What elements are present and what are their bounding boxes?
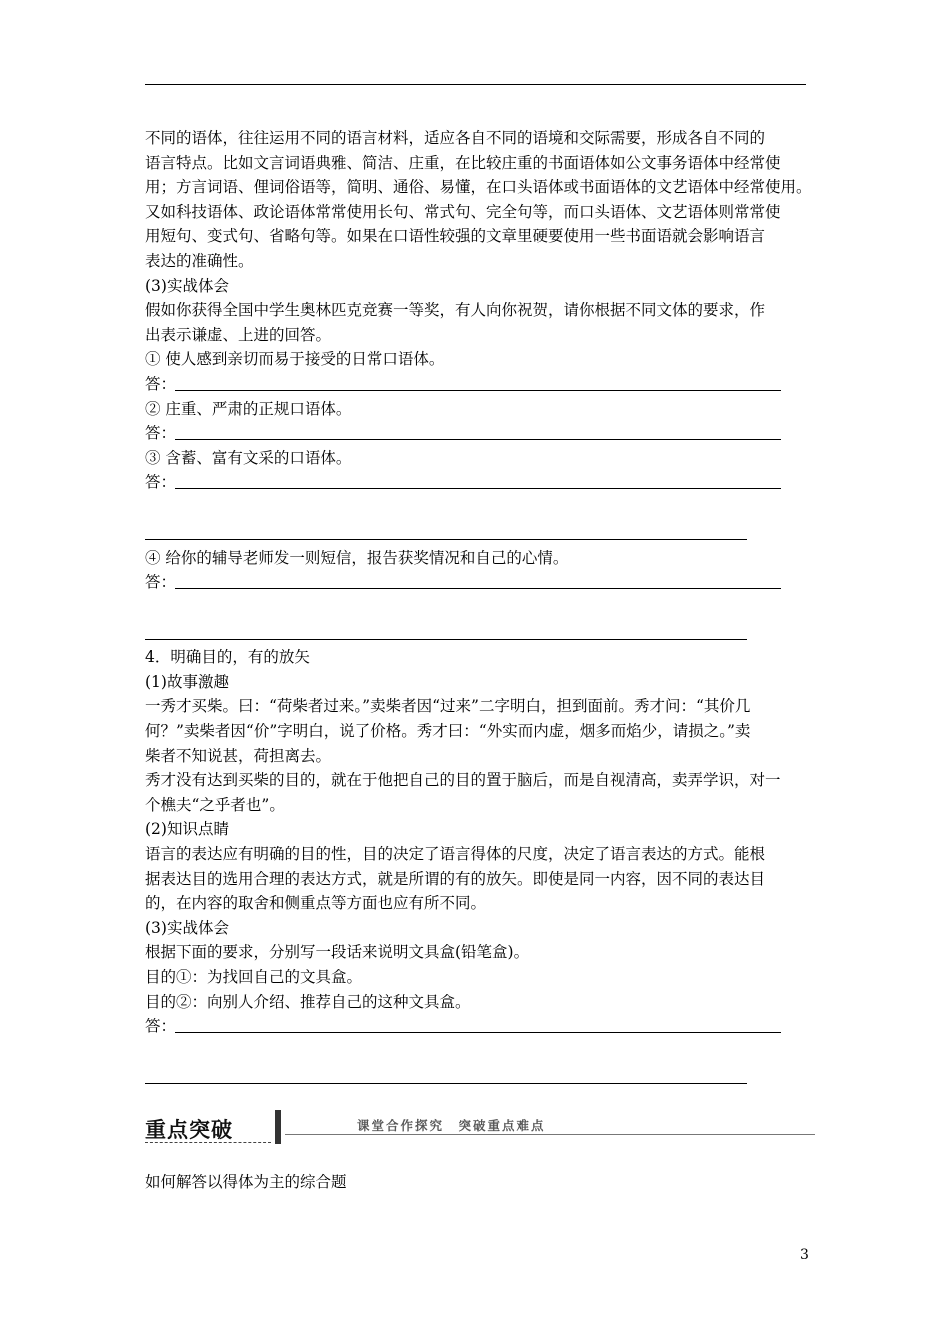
subsection-heading: (1)故事激趣 <box>145 672 229 691</box>
question-3: ③ 含蓄、富有文采的口语体。 <box>145 448 352 467</box>
header-rule <box>145 84 806 85</box>
text-line: 的，在内容的取舍和侧重点等方面也应有所不同。 <box>145 894 487 913</box>
text-line: 出表示谦虚、上进的回答。 <box>145 325 332 344</box>
answer-line-2[interactable] <box>145 421 810 446</box>
answer-continuation-5[interactable] <box>145 1065 810 1090</box>
section-title: 如何解答以得体为主的综合题 <box>145 1173 347 1191</box>
answer-label: 答： <box>145 374 177 393</box>
answer-label: 答： <box>145 424 177 443</box>
text-line: 个樵夫“之乎者也”。 <box>145 795 285 814</box>
answer-line-5[interactable] <box>145 1014 810 1039</box>
text-line: 一秀才买柴。曰：“荷柴者过来。”卖柴者因“过来”二字明白，担到面前。秀才问：“其价几 <box>145 697 751 716</box>
text-line: 语言特点。比如文言词语典雅、简洁、庄重，在比较庄重的书面语体如公文事务语体中经常使 <box>145 153 781 172</box>
question-4: ④ 给你的辅导老师发一则短信，报告获奖情况和自己的心情。 <box>145 548 569 567</box>
text-line: 根据下面的要求，分别写一段话来说明文具盒(铅笔盒)。 <box>145 943 530 962</box>
text-line: 又如科技语体、政论语体常常使用长句、常式句、完全句等，而口头语体、文艺语体则常常使 <box>145 202 781 221</box>
answer-line-1[interactable] <box>145 372 810 397</box>
banner-subtitle: 课堂合作探究 突破重点难点 <box>357 1118 546 1133</box>
text-line: 假如你获得全国中学生奥林匹克竞赛一等奖，有人向你祝贺，请你根据不同文体的要求，作 <box>145 301 766 320</box>
answer-line-4[interactable] <box>145 570 810 595</box>
text-line: 用短句、变式句、省略句等。如果在口语性较强的文章里硬要使用一些书面语就会影响语言 <box>145 227 766 246</box>
text-line: 据表达目的选用合理的表达方式，就是所谓的有的放矢。即使是同一内容，因不同的表达目 <box>145 869 766 888</box>
text-line: 秀才没有达到买柴的目的，就在于他把自己的目的置于脑后，而是自视清高，卖弄学识，对一 <box>145 771 781 790</box>
text-line: 语言的表达应有明确的目的性，目的决定了语言得体的尺度，决定了语言表达的方式。能根 <box>145 845 766 864</box>
document-body <box>145 126 810 1089</box>
answer-label: 答： <box>145 1017 177 1036</box>
answer-continuation-4[interactable] <box>145 621 810 646</box>
page-number: 3 <box>800 1247 809 1263</box>
section-heading: 4．明确目的，有的放矢 <box>145 648 310 667</box>
text-line: 目的②：向别人介绍、推荐自己的这种文具盒。 <box>145 992 471 1011</box>
subsection-heading: (3)实战体会 <box>145 918 229 937</box>
answer-label: 答： <box>145 473 177 492</box>
text-line: 目的①：为找回自己的文具盒。 <box>145 968 363 986</box>
banner-title: 重点突破 <box>145 1118 233 1142</box>
section-banner <box>145 1108 815 1148</box>
subsection-heading: (2)知识点睛 <box>145 820 229 839</box>
text-line: 用；方言词语、俚词俗语等，简明、通俗、易懂，在口头语体或书面语体的文艺语体中经常使用。 <box>145 178 812 197</box>
text-line: 何？”卖柴者因“价”字明白，说了价格。秀才曰：“外实而内虚，烟多而焰少，请损之。”卖 <box>145 722 751 741</box>
answer-line-3[interactable] <box>145 470 810 495</box>
text-line: 不同的语体，往往运用不同的语言材料，适应各自不同的语境和交际需要，形成各自不同的 <box>145 129 766 147</box>
answer-continuation-3[interactable] <box>145 521 810 546</box>
section-heading: (3)实战体会 <box>145 276 229 295</box>
banner-underline <box>145 1142 271 1143</box>
text-line: 柴者不知说甚，荷担离去。 <box>145 746 332 765</box>
question-1: ① 使人感到亲切而易于接受的日常口语体。 <box>145 350 445 369</box>
banner-divider-bar <box>275 1110 281 1144</box>
answer-label: 答： <box>145 573 177 592</box>
question-2: ② 庄重、严肃的正规口语体。 <box>145 399 352 418</box>
banner-rule <box>285 1134 815 1135</box>
text-line: 表达的准确性。 <box>145 251 254 270</box>
